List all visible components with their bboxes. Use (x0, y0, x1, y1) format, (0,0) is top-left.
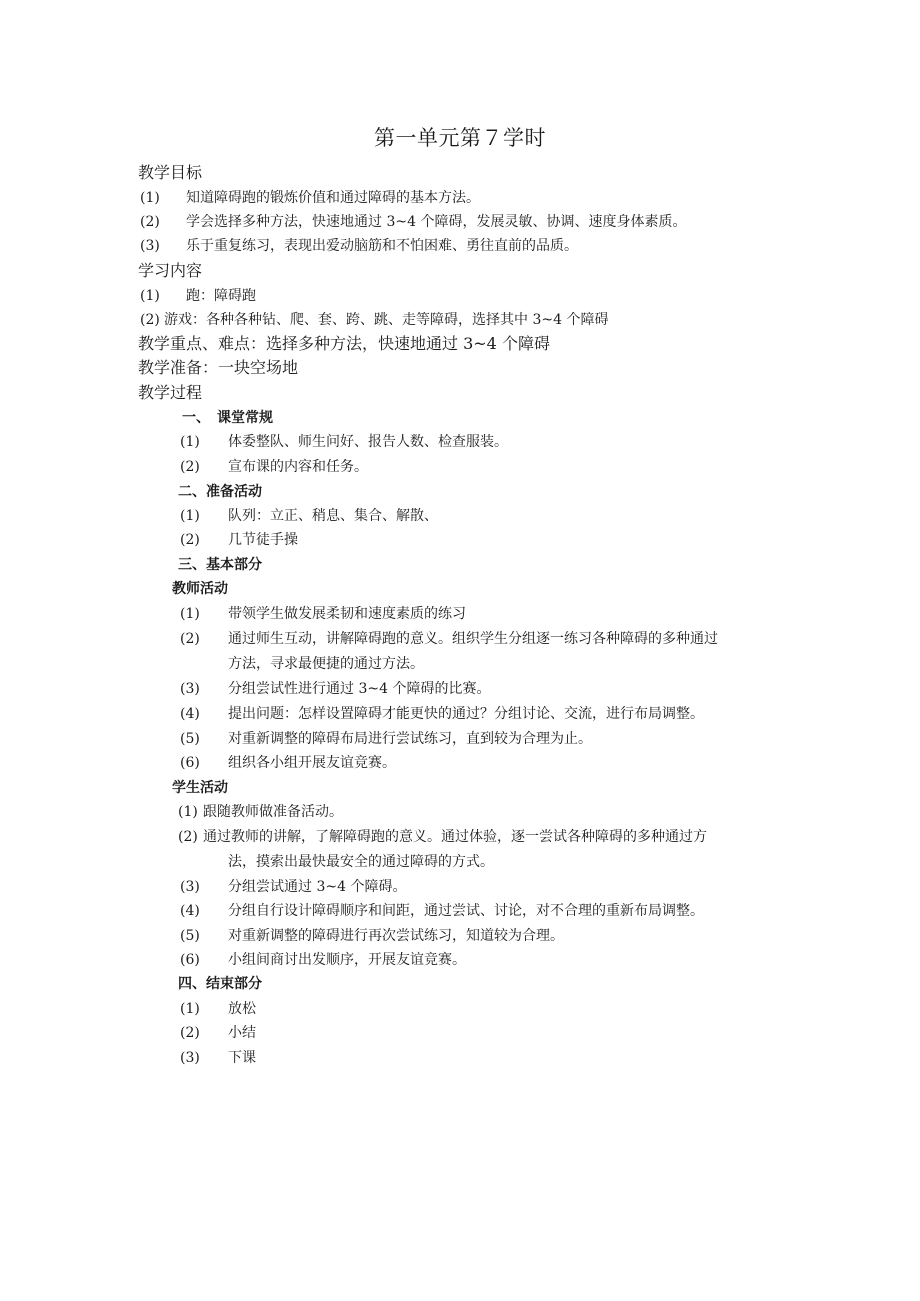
teacher-item-5-text: 对重新调整的障碍布局进行尝试练习，直到较为合理为止。 (228, 731, 592, 747)
section-1-item-1-num: (1) (180, 434, 200, 450)
student-heading: 学生活动 (172, 780, 228, 796)
teacher-item-4-num: (4) (180, 706, 200, 722)
teacher-item-4-text: 提出问题：怎样设置障碍才能更快的通过？分组讨论、交流，进行布局调整。 (228, 706, 704, 722)
section-4-item-1-text: 放松 (228, 1001, 256, 1017)
student-item-3-num: (3) (180, 879, 200, 895)
section-2-item-2-text: 几节徒手操 (228, 532, 298, 548)
section-1-item-1-text: 体委整队、师生问好、报告人数、检查服装。 (228, 434, 508, 450)
section-2-item-1-num: (1) (180, 508, 200, 524)
section-1-heading: 一、 课堂常规 (182, 410, 273, 426)
teacher-item-6-num: (6) (180, 755, 200, 771)
section-4-item-2-text: 小结 (228, 1025, 256, 1041)
student-item-2-text: 通过教师的讲解，了解障碍跑的意义。通过体验，逐一尝试各种障碍的多种通过方 (203, 829, 707, 845)
student-item-5-num: (5) (180, 928, 200, 944)
objective-1-text: 知道障碍跑的锻炼价值和通过障碍的基本方法。 (186, 190, 480, 206)
teacher-item-2-text: 通过师生互动，讲解障碍跑的意义。组织学生分组逐一练习各种障碍的多种通过 (228, 631, 718, 647)
section-4-item-3-num: (3) (180, 1050, 200, 1066)
student-item-1-text: 跟随教师做准备活动。 (203, 804, 343, 820)
student-item-5-text: 对重新调整的障碍进行再次尝试练习，知道较为合理。 (228, 928, 564, 944)
objectives-heading: 教学目标 (138, 163, 203, 182)
content-2-text: 游戏：各种各种钻、爬、套、跨、跳、走等障碍，选择其中 3~4 个障碍 (164, 312, 609, 328)
section-4-item-1-num: (1) (180, 1001, 200, 1017)
teacher-item-5-num: (5) (180, 731, 200, 747)
section-1-item-2-text: 宣布课的内容和任务。 (228, 459, 368, 475)
content-1-text: 跑：障碍跑 (186, 288, 256, 304)
teacher-heading: 教师活动 (172, 581, 228, 597)
student-item-2-cont: 法，摸索出最快最安全的通过障碍的方式。 (228, 854, 494, 870)
student-item-4-text: 分组自行设计障碍顺序和间距，通过尝试、讨论，对不合理的重新布局调整。 (228, 903, 704, 919)
content-2-num: (2) (140, 312, 160, 328)
student-item-1-num: (1) (178, 804, 198, 820)
process-heading: 教学过程 (138, 383, 203, 402)
section-4-item-3-text: 下课 (228, 1050, 256, 1066)
student-item-4-num: (4) (180, 903, 200, 919)
content-heading: 学习内容 (138, 261, 203, 280)
key-points: 教学重点、难点：选择多种方法，快速地通过 3~4 个障碍 (138, 334, 550, 353)
section-2-item-2-num: (2) (180, 532, 200, 548)
section-1-item-2-num: (2) (180, 459, 200, 475)
objective-2-num: (2) (140, 214, 160, 230)
teacher-item-3-num: (3) (180, 681, 200, 697)
section-2-item-1-text: 队列：立正、稍息、集合、解散、 (228, 508, 438, 524)
objective-2-text: 学会选择多种方法，快速地通过 3~4 个障碍，发展灵敏、协调、速度身体素质。 (186, 214, 687, 230)
teacher-item-1-text: 带领学生做发展柔韧和速度素质的练习 (228, 606, 466, 622)
teacher-item-2-num: (2) (180, 631, 200, 647)
teacher-item-2-cont: 方法，寻求最便捷的通过方法。 (228, 656, 424, 672)
section-4-item-2-num: (2) (180, 1025, 200, 1041)
preparation: 教学准备：一块空场地 (138, 358, 299, 377)
section-3-heading: 三、基本部分 (178, 557, 262, 573)
teacher-item-6-text: 组织各小组开展友谊竞赛。 (228, 755, 396, 771)
section-4-heading: 四、结束部分 (178, 976, 262, 992)
student-item-6-text: 小组间商讨出发顺序，开展友谊竞赛。 (228, 952, 466, 968)
objective-3-text: 乐于重复练习，表现出爱动脑筋和不怕困难、勇往直前的品质。 (186, 238, 578, 254)
student-item-6-num: (6) (180, 952, 200, 968)
objective-1-num: (1) (140, 190, 160, 206)
teacher-item-3-text: 分组尝试性进行通过 3~4 个障碍的比赛。 (228, 681, 491, 697)
content-1-num: (1) (140, 288, 160, 304)
section-2-heading: 二、准备活动 (178, 484, 262, 500)
teacher-item-1-num: (1) (180, 606, 200, 622)
objective-3-num: (3) (140, 238, 160, 254)
student-item-2-num: (2) (178, 829, 198, 845)
page-title: 第一单元第７学时 (374, 126, 546, 150)
student-item-3-text: 分组尝试通过 3~4 个障碍。 (228, 879, 407, 895)
